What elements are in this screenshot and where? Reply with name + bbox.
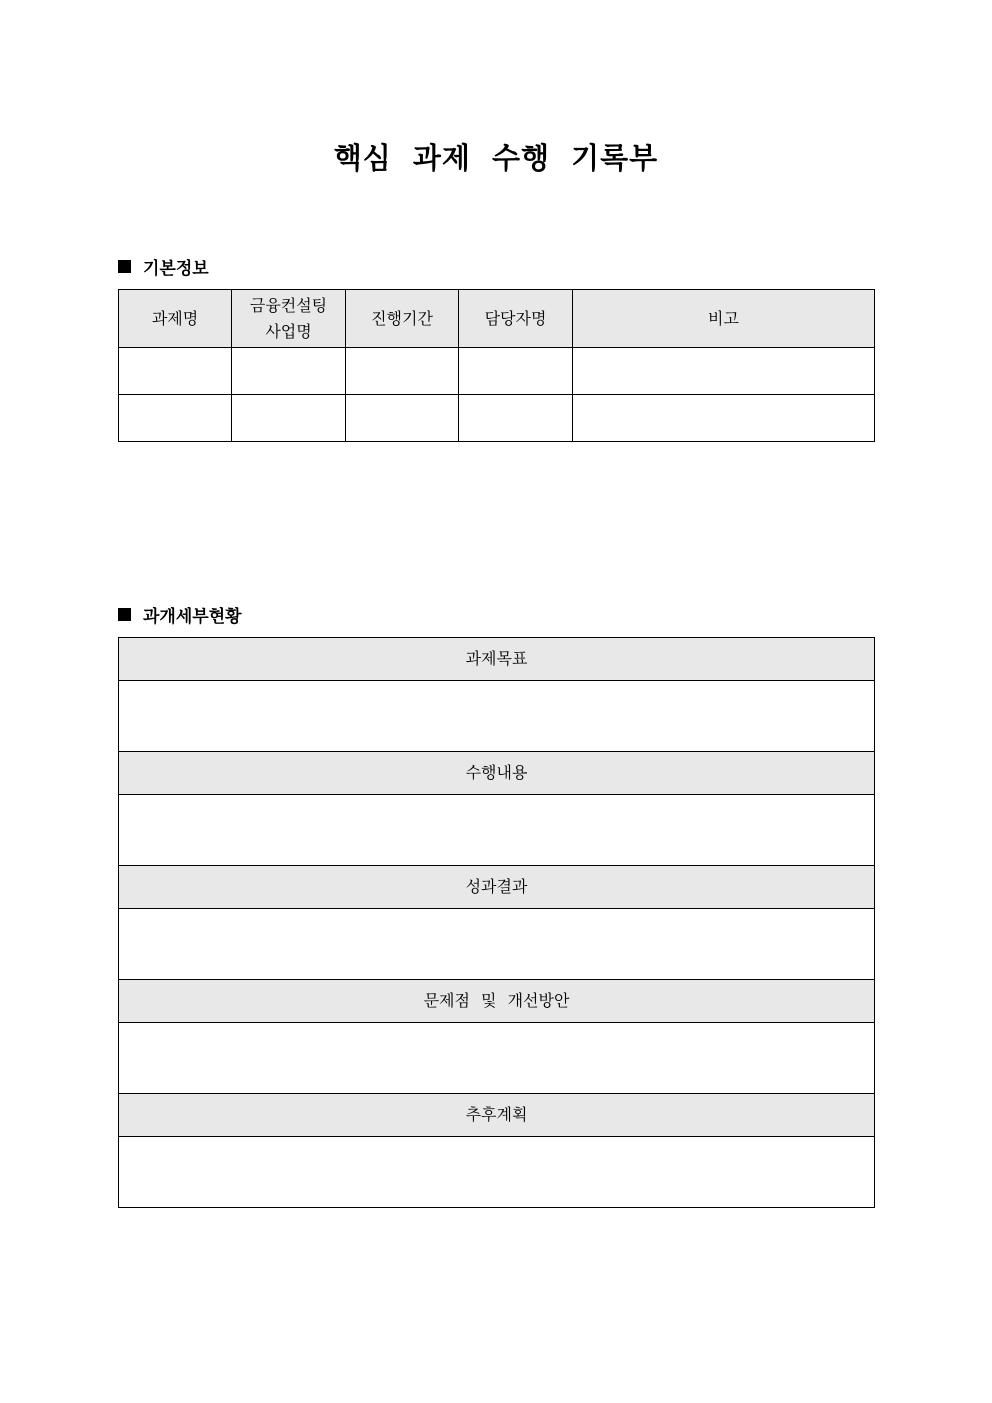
section-heading-basic-info (118, 254, 209, 279)
section-heading-label: 기본정보 (143, 259, 209, 279)
details-table (118, 637, 875, 1208)
content-cell-plan[interactable] (119, 1137, 875, 1208)
header-period: 진행기간 (346, 290, 459, 348)
row-header-issues: 문제점 및 개선방안 (119, 980, 875, 1023)
table-cell[interactable] (573, 395, 875, 442)
table-cell[interactable] (346, 395, 459, 442)
row-header-goal: 과제목표 (119, 638, 875, 681)
row-header-execution: 수행내용 (119, 752, 875, 795)
section-heading-details (118, 602, 242, 627)
header-manager: 담당자명 (459, 290, 573, 348)
square-bullet-icon (118, 608, 131, 621)
content-cell-goal[interactable] (119, 681, 875, 752)
table-cell[interactable] (346, 348, 459, 395)
content-cell-results[interactable] (119, 909, 875, 980)
header-line: 금융컨설팅 (249, 295, 328, 315)
table-cell[interactable] (232, 348, 346, 395)
page-title: 핵심 과제 수행 기록부 (333, 141, 659, 175)
header-line: 사업명 (265, 321, 312, 341)
table-row (119, 348, 875, 395)
basic-info-table (118, 289, 875, 442)
header-consulting-project (232, 290, 346, 348)
content-cell-issues[interactable] (119, 1023, 875, 1094)
content-cell-execution[interactable] (119, 795, 875, 866)
table-cell[interactable] (573, 348, 875, 395)
table-cell[interactable] (232, 395, 346, 442)
row-header-plan: 추후계획 (119, 1094, 875, 1137)
table-cell[interactable] (459, 395, 573, 442)
table-cell[interactable] (119, 348, 232, 395)
header-task-name: 과제명 (119, 290, 232, 348)
table-cell[interactable] (119, 395, 232, 442)
table-cell[interactable] (459, 348, 573, 395)
section-heading-label: 과개세부현황 (143, 607, 242, 627)
header-remarks: 비고 (573, 290, 875, 348)
table-row (119, 395, 875, 442)
square-bullet-icon (118, 260, 131, 273)
row-header-results: 성과결과 (119, 866, 875, 909)
